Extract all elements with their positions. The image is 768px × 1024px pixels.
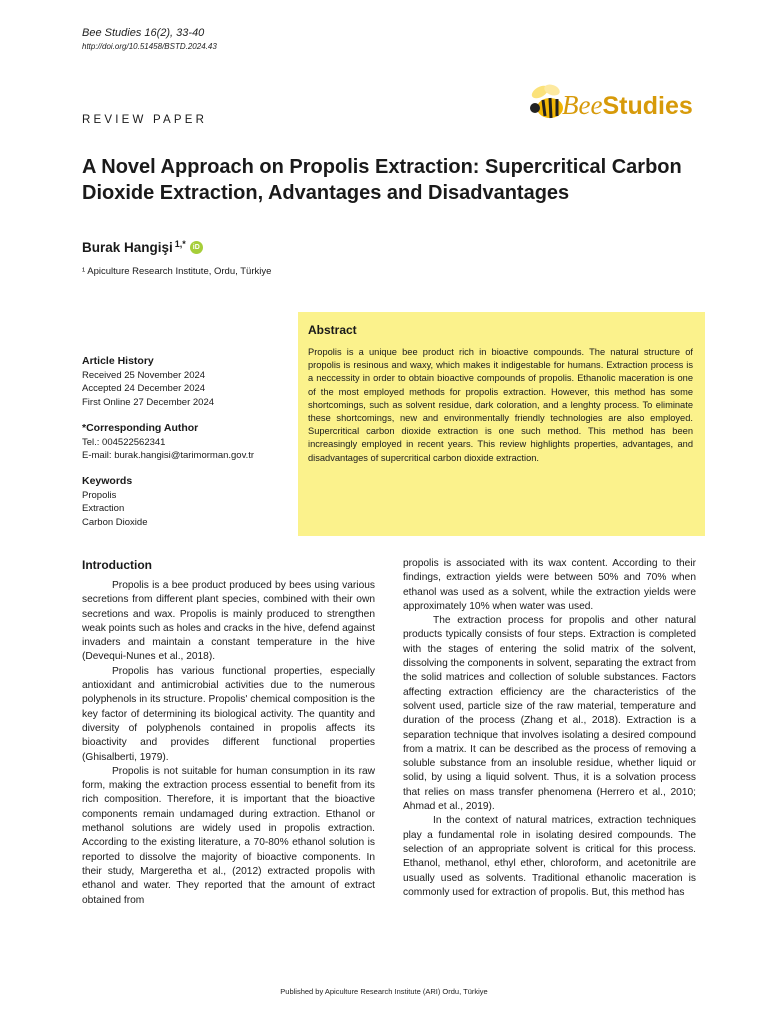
affiliation: ¹ Apiculture Research Institute, Ordu, Türkiye bbox=[82, 266, 272, 277]
body-paragraph: Propolis is not suitable for human consumption in its raw form, making the extraction process essential to benefit from its rich composition. Therefore, it is important that the bioactive components remain undamaged during extraction. Ethanol or methanol solutions are widely used in propolis extraction. According to the existing literature, a 70-80% ethanol solution is reported to dissolve the majority of bioactive components. In their study, Margeretha et al., (2012) extracted propolis with ethanol and water. They reported that the amount of extract obtained from bbox=[82, 765, 375, 906]
corresponding-heading: *Corresponding Author bbox=[82, 422, 199, 434]
received-date: Received 25 November 2024 bbox=[82, 369, 206, 381]
corresponding-tel: Tel.: 004522562341 bbox=[82, 436, 166, 448]
abstract-box bbox=[298, 312, 705, 536]
article-title: A Novel Approach on Propolis Extraction: Supercritical Carbon Dioxide Extraction, Advantages and Disadvantages bbox=[82, 156, 682, 204]
author-superscript: 1,* bbox=[174, 238, 186, 249]
orcid-icon[interactable]: iD bbox=[190, 241, 203, 254]
bee-studies-logo bbox=[526, 78, 698, 130]
article-history-heading: Article History bbox=[82, 355, 154, 367]
logo-text-bold: Studies bbox=[602, 92, 693, 120]
keyword-item: Propolis bbox=[82, 489, 117, 501]
corresponding-author bbox=[82, 422, 292, 463]
keywords bbox=[82, 475, 292, 529]
article-history bbox=[82, 355, 292, 409]
accepted-date: Accepted 24 December 2024 bbox=[82, 383, 206, 394]
corresponding-email[interactable]: E-mail: burak.hangisi@tarimorman.gov.tr bbox=[82, 450, 255, 461]
keyword-item: Extraction bbox=[82, 503, 125, 514]
abstract-heading: Abstract bbox=[308, 323, 357, 337]
body-paragraph: In the context of natural matrices, extraction techniques play a fundamental role in isolating desired compounds. The selection of an appropriate solvent is critical for this process. Ethanol, methanol, ethyl ether, chloroform, and acetonitrile are usually used as solvents. Traditional ethanolic maceration is commonly used for extraction of propolis. But, this method has bbox=[403, 815, 696, 898]
article-type: REVIEW PAPER bbox=[82, 114, 208, 126]
body-paragraph: Propolis has various functional properties, especially antioxidant and antimicrobial activities due to the numerous polyphenols in its structure. Propolis' chemical composition is the key factor of determining its biological activity. The quantity and diversity of polyphenols contained in propolis affects its bioactivity and provides different functional properties (Ghisalberti, 1979). bbox=[82, 665, 375, 763]
doi-link[interactable]: http://doi.org/10.51458/BSTD.2024.43 bbox=[82, 42, 217, 51]
author-name: Burak Hangişi bbox=[82, 240, 173, 255]
body-paragraph: propolis is associated with its wax content. According to their findings, extraction yields were between 50% and 70% when ethanol was used as a solvent, while the extraction yields were approximately 10% when water was used. bbox=[403, 558, 696, 612]
left-column bbox=[82, 579, 375, 908]
right-column bbox=[403, 557, 696, 900]
body-paragraph: The extraction process for propolis and other natural products typically consists of four steps. Extraction is completed with the stages of entering the solid matrix of the solvent, dissolving the components in solvent, separating the extract from the solid matrices and collection of soluble substances. Factors affecting extraction efficiency are the characteristics of the solvent used, particle size of the raw material, temperature and duration of the process (Zhang et al., 2018). Extraction is a separation technique that involves isolating a desired compound from a matrix. It can be described as the process of removing a soluble substance from an insoluble residue, whether liquid or solid, by using a liquid solvent. Thus, it is a solvation process that relies on mass transfer phenomena (Herrero et al., 2010; Ahmad et al., 2019). bbox=[403, 615, 696, 813]
body-paragraph: Propolis is a bee product produced by bees using various secretions from different plant species, combined with their own secretions and wax. Propolis is mainly produced to strengthen weak points such as holes and cracks in the hive, defend against invaders and maintain a constant temperature in the hive (Devequi-Nunes et al., 2018). bbox=[82, 580, 375, 663]
keywords-heading: Keywords bbox=[82, 475, 133, 487]
publisher-footer: Published by Apiculture Research Institute (ARI) Ordu, Türkiye bbox=[280, 987, 488, 996]
introduction-heading: Introduction bbox=[82, 558, 152, 572]
author-line bbox=[82, 240, 203, 255]
logo-text-italic: Bee bbox=[562, 90, 603, 120]
journal-citation: Bee Studies 16(2), 33-40 bbox=[82, 27, 205, 39]
abstract-text: Propolis is a unique bee product rich in bioactive compounds. The natural structure of propolis is resinous and waxy, which makes it indigestable for humans. Extraction process is a neccessity in order to obtain bioactive compounds of propolis. Ethanolic maceration is one of the most employed methods for propolis extraction. However, this method has some shortcomings, such as solvent residue, dark coloration, and a lenghty process. To eliminate these shortcomings, new and environmentally friendly technologies are also employed. Supercritical carbon dioxide extraction is one such method. This method has been increasingly employed in recent years. This review highlights properties, advantages, and disadvantages of supercritical carbon dioxide extraction. bbox=[308, 347, 693, 463]
keyword-item: Carbon Dioxide bbox=[82, 516, 148, 528]
first-online-date: First Online 27 December 2024 bbox=[82, 396, 215, 408]
